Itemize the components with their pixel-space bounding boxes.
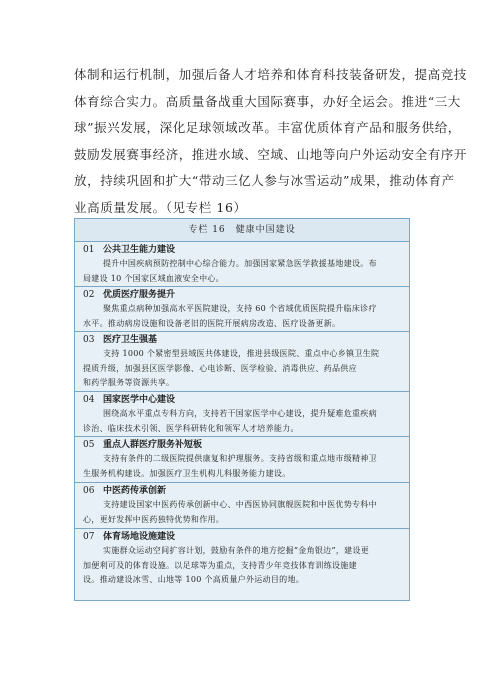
item-title-text: 公共卫生能力建设: [103, 245, 176, 255]
item-title: [83, 288, 405, 302]
item-line: 生服务机构建设。加强医疗卫生机构儿科服务能力建设。: [83, 468, 291, 478]
item-body: [83, 498, 405, 527]
item-line: 聚焦重点病种加强高水平医院建设，支持 60 个省域优质医院提升临床诊疗: [103, 304, 377, 313]
item-number: 06: [83, 486, 95, 496]
box-item-05: [75, 436, 409, 483]
item-line: 设。推动建设冰雪、山地等 100 个高质量户外运动目的地。: [83, 575, 305, 585]
item-number: 05: [83, 440, 95, 450]
item-line: 和药学服务等资源共享。: [83, 378, 175, 388]
item-title: [83, 484, 405, 498]
paragraph-line: 体育综合实力。高质量备战重大国际赛事，办好全运会。推进“三大: [74, 93, 461, 109]
item-line: 水平。推动病房设施和设备老旧的医院开展病房改造、医疗设备更新。: [83, 318, 341, 328]
box-item-04: [75, 391, 409, 437]
item-title: [83, 243, 405, 257]
item-body: [83, 452, 405, 481]
item-title: [83, 393, 405, 407]
item-title-text: 中医药传承创新: [103, 486, 167, 496]
box-item-01: [75, 241, 409, 287]
item-number: 04: [83, 395, 95, 405]
item-title-text: 重点人群医疗服务补短板: [103, 440, 203, 450]
item-number: 01: [83, 245, 95, 255]
paragraph-line: 放，持续巩固和扩大“带动三亿人参与冰雪运动”成果，推动体育产: [74, 173, 455, 189]
item-line: 局建设 10 个国家区域血液安全中心。: [83, 273, 224, 283]
item-title: [83, 438, 405, 452]
paragraph-line: 业高质量发展。（见专栏 16）: [74, 199, 247, 215]
item-line: 支持建设国家中医药传承创新中心、中西医协同旗舰医院和中医优势专科中: [103, 500, 377, 509]
item-line: 提升中国疾病预防控制中心综合能力。加强国家紧急医学救援基地建设。布: [103, 259, 377, 268]
item-title-text: 优质医疗服务提升: [103, 290, 176, 300]
column-box: [74, 218, 410, 601]
box-item-07: [75, 528, 409, 600]
item-number: 07: [83, 532, 95, 542]
item-title-text: 国家医学中心建设: [103, 395, 176, 405]
item-line: 支持有条件的二级医院提供康复和护理服务。支持省级和重点地市级精神卫: [103, 454, 377, 463]
item-title-text: 医疗卫生强基: [103, 335, 158, 345]
paragraph-line: 鼓励发展赛事经济，推进水域、空域、山地等向户外运动安全有序开: [74, 146, 468, 162]
body-paragraph: [74, 62, 468, 222]
item-body: [83, 257, 405, 286]
paragraph-line: 球”振兴发展，深化足球领域改革。丰富优质体育产品和服务供给，: [74, 120, 461, 136]
item-line: 提质升级，加强县区医学影像、心电诊断、医学检验、消毒供应、药品供应: [83, 363, 357, 373]
box-item-06: [75, 482, 409, 529]
item-line: 围绕高水平重点专科方向，支持若干国家医学中心建设，提升疑难危重疾病: [103, 409, 377, 418]
paragraph-line: 体制和运行机制，加强后备人才培养和体育科技装备研发，提高竞技: [74, 67, 468, 82]
item-title: [83, 530, 405, 544]
item-line: 支持 1000 个紧密型县域医共体建设，推进县级医院、重点中心乡镇卫生院: [103, 349, 380, 358]
item-body: [83, 544, 405, 588]
box-item-02: [75, 286, 409, 332]
item-line: 诊治、临床技术引领、医学科研转化和领军人才培养能力。: [83, 423, 299, 433]
box-header: 专栏 16 健康中国建设: [75, 219, 409, 242]
item-line: 实施群众运动空间扩容计划，鼓励有条件的地方挖掘“金角银边”，建设更: [103, 546, 370, 555]
item-title: [83, 333, 405, 347]
item-number: 02: [83, 290, 95, 300]
item-body: [83, 407, 405, 436]
item-number: 03: [83, 335, 95, 345]
item-body: [83, 302, 405, 331]
item-body: [83, 347, 405, 391]
item-line: 加便利可及的体育设施。以足球等为重点，支持青少年竞技体育训练设施建: [83, 560, 357, 570]
box-item-03: [75, 331, 409, 392]
item-line: 心，更好发挥中医药独特优势和作用。: [83, 514, 225, 524]
item-title-text: 体育场地设施建设: [103, 532, 176, 542]
